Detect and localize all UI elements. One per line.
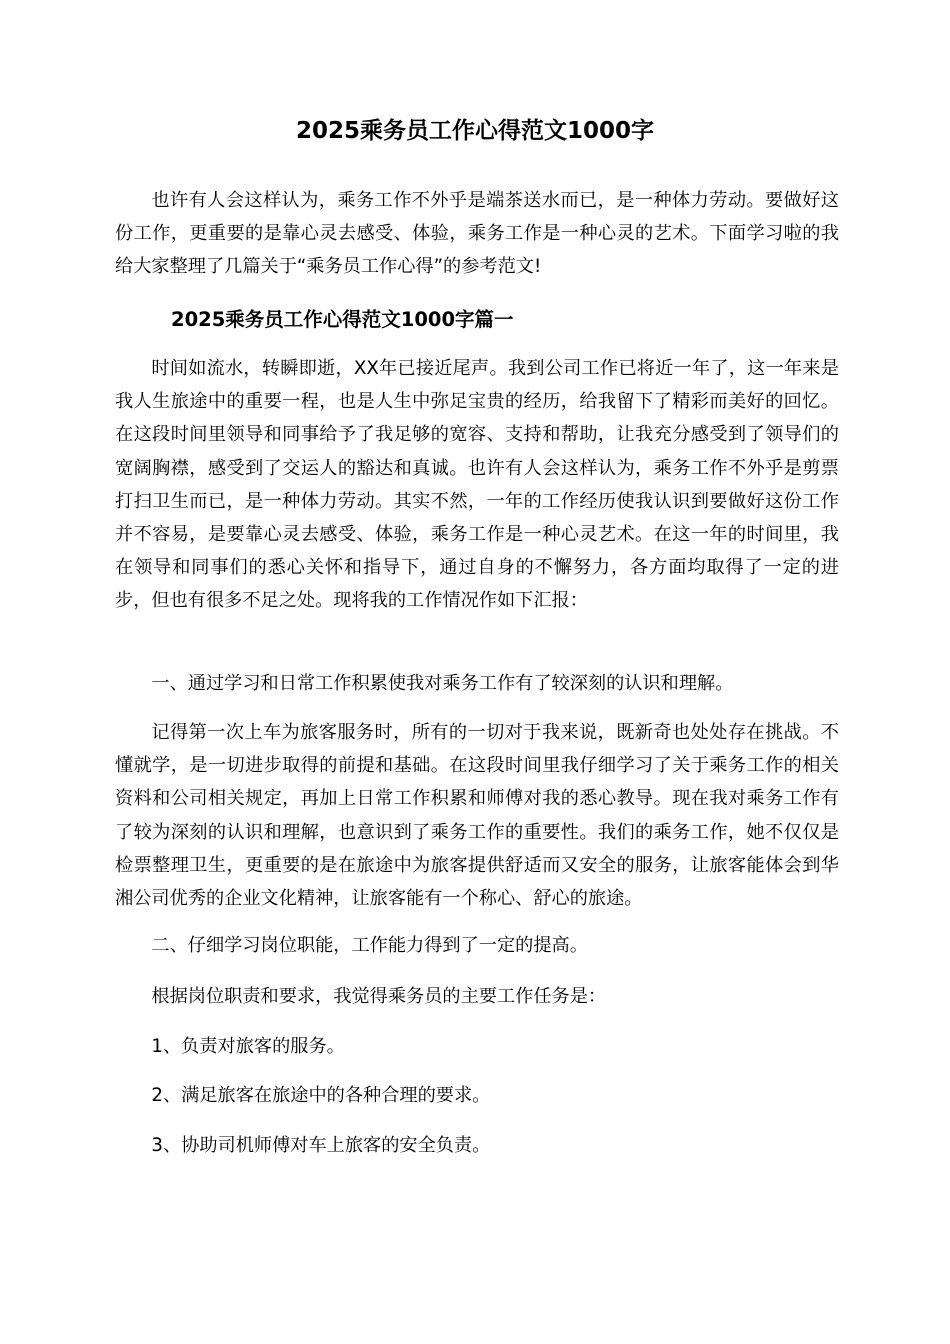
list-item: 1、负责对旅客的服务。 (151, 1036, 345, 1057)
document-title: 2025乘务员工作心得范文1000字 (295, 118, 655, 144)
list-item: 3、协助司机师傅对车上旅客的安全负责。 (151, 1135, 491, 1156)
section-title: 2025乘务员工作心得范文1000字篇一 (171, 308, 514, 331)
body-paragraph-2: 记得第一次上车为旅客服务时，所有的一切对于我来说，既新奇也处处存在挑战。不懂就学，是一切进步取得的前提和基础。在这段时间里我仔细学习了关于乘务工作的相关资料和公司相关规定，再加上日常工作积累和师傅对我的悉心教导。现在我对乘务工作有了较为深刻的认识和理解，也意识到了乘务工作的重要性。我们的乘务工作，她不仅仅是检票整理卫生，更重要的是在旅途中为旅客提供舒适而又安全的服务，让旅客能体会到华湘公司优秀的企业文化精神，让旅客能有一个称心、舒心的旅途。 (115, 722, 839, 910)
subheading-2: 二、仔细学习岗位职能，工作能力得到了一定的提高。 (151, 935, 588, 956)
body-paragraph-3: 根据岗位职责和要求，我觉得乘务员的主要工作任务是： (151, 986, 607, 1007)
intro-paragraph: 也许有人会这样认为，乘务工作不外乎是端茶送水而已，是一种体力劳动。要做好这份工作，更重要的是靠心灵去感受、体验，乘务工作是一种心灵的艺术。下面学习啦的我给大家整理了几篇关于“乘务员工作心得”的参考范文! (115, 190, 839, 278)
subheading-1: 一、通过学习和日常工作积累使我对乘务工作有了较深刻的认识和理解。 (151, 673, 734, 694)
body-paragraph-1: 时间如流水，转瞬即逝，XX年已接近尾声。我到公司工作已将近一年了，这一年来是我人生旅途中的重要一程，也是人生中弥足宝贵的经历，给我留下了精彩而美好的回忆。在这段时间里领导和同事给予了我足够的宽容、支持和帮助，让我充分感受到了领导们的宽阔胸襟，感受到了交运人的豁达和真诚。也许有人会这样认为，乘务工作不外乎是剪票打扫卫生而已，是一种体力劳动。其实不然，一年的工作经历使我认识到要做好这份工作并不容易，是要靠心灵去感受、体验，乘务工作是一种心灵艺术。在这一年的时间里，我在领导和同事们的悉心关怀和指导下，通过自身的不懈努力，各方面均取得了一定的进步，但也有很多不足之处。现将我的工作情况作如下汇报： (115, 358, 839, 612)
list-item: 2、满足旅客在旅途中的各种合理的要求。 (151, 1085, 491, 1106)
